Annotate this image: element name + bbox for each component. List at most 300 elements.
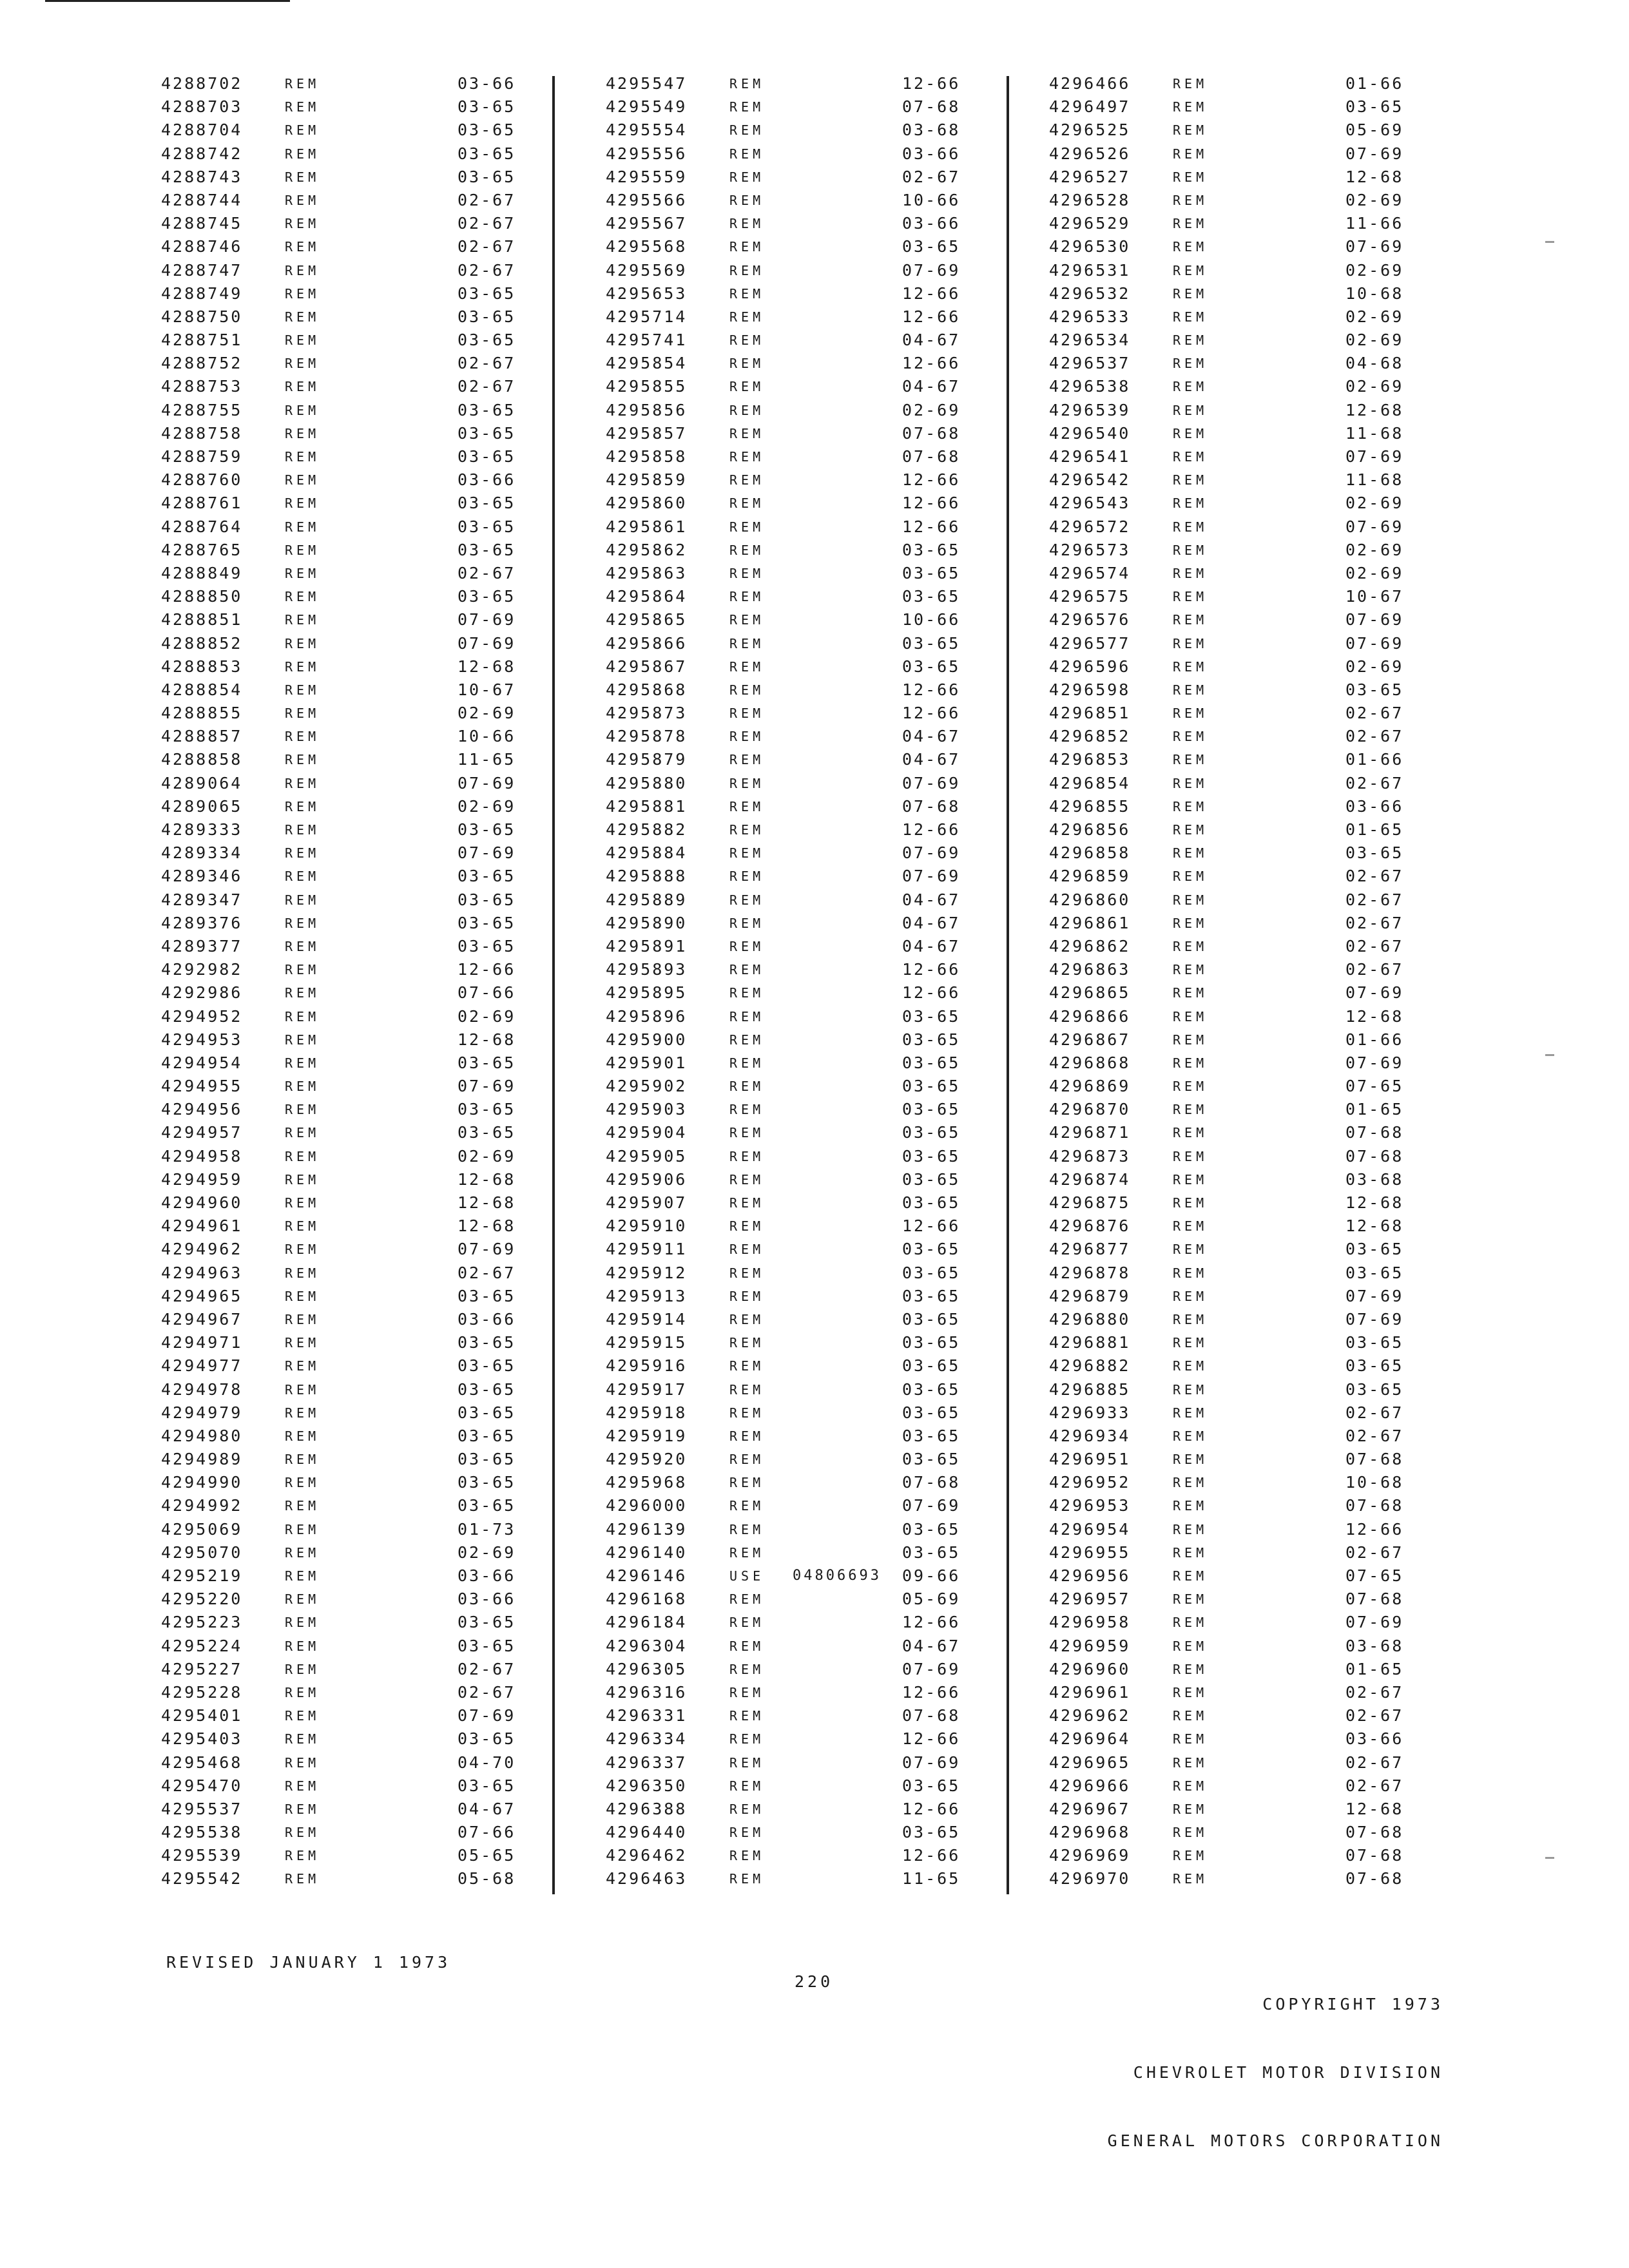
part-status: REM <box>1173 1452 1208 1468</box>
part-status: REM <box>1173 589 1208 605</box>
part-status: REM <box>1173 122 1208 139</box>
status-date: 03-65 <box>458 1053 516 1072</box>
part-status: REM <box>729 425 765 441</box>
part-status: REM <box>1173 1778 1208 1794</box>
part-status: REM <box>729 1708 765 1724</box>
part-number: 4296873 <box>1049 1146 1131 1166</box>
part-number: 4294959 <box>161 1169 243 1189</box>
part-status: REM <box>729 775 765 791</box>
part-status: REM <box>1173 1871 1208 1887</box>
part-status: REM <box>1173 1288 1208 1304</box>
part-status: REM <box>729 1008 765 1024</box>
status-date: 03-65 <box>902 1450 961 1469</box>
part-number: 4296350 <box>606 1776 688 1795</box>
part-number: 4294992 <box>161 1496 243 1515</box>
part-status: REM <box>285 239 320 255</box>
part-number: 4296970 <box>1049 1869 1131 1888</box>
part-status: REM <box>729 1102 765 1118</box>
part-number: 4295906 <box>606 1169 688 1189</box>
part-status: REM <box>285 1731 320 1747</box>
part-status: REM <box>729 146 765 162</box>
part-status: REM <box>729 1381 765 1398</box>
part-number: 4289346 <box>161 867 243 886</box>
part-number: 4296871 <box>1049 1123 1131 1142</box>
part-number: 4294961 <box>161 1216 243 1236</box>
part-number: 4288750 <box>161 307 243 326</box>
status-date: 02-67 <box>1345 1682 1404 1702</box>
status-date: 03-65 <box>902 587 961 606</box>
part-status: REM <box>729 1475 765 1491</box>
status-date: 03-65 <box>902 1077 961 1096</box>
part-status: REM <box>729 1498 765 1514</box>
status-date: 11-68 <box>1345 470 1404 490</box>
status-date: 02-69 <box>458 796 516 816</box>
part-status: REM <box>729 1638 765 1654</box>
part-number: 4296527 <box>1049 167 1131 186</box>
part-status: REM <box>285 798 320 814</box>
status-date: 03-65 <box>902 1263 961 1282</box>
part-number: 4288704 <box>161 120 243 140</box>
status-date: 12-66 <box>902 983 961 1003</box>
part-number: 4295868 <box>606 680 688 699</box>
part-number: 4296598 <box>1049 680 1131 699</box>
part-status: REM <box>285 99 320 115</box>
part-number: 4294989 <box>161 1450 243 1469</box>
status-date: 10-66 <box>902 610 961 629</box>
part-status: REM <box>285 775 320 791</box>
part-number: 4289334 <box>161 843 243 863</box>
status-date: 02-67 <box>458 377 516 396</box>
part-number: 4295401 <box>161 1706 243 1725</box>
part-number: 4296859 <box>1049 867 1131 886</box>
status-date: 02-67 <box>1345 960 1404 979</box>
status-date: 03-65 <box>458 494 516 513</box>
status-date: 03-65 <box>458 1636 516 1655</box>
part-status: USE <box>729 1568 765 1584</box>
part-number: 4295567 <box>606 214 688 233</box>
part-number: 4288852 <box>161 633 243 653</box>
part-number: 4288850 <box>161 587 243 606</box>
part-number: 4296863 <box>1049 960 1131 979</box>
part-number: 4296572 <box>1049 517 1131 536</box>
part-number: 4295913 <box>606 1286 688 1305</box>
margin-tick <box>1545 1054 1554 1056</box>
part-status: REM <box>729 1591 765 1608</box>
part-number: 4295968 <box>606 1473 688 1492</box>
status-date: 02-67 <box>458 190 516 209</box>
status-date: 01-73 <box>458 1519 516 1539</box>
part-status: REM <box>1173 1615 1208 1631</box>
status-date: 03-65 <box>458 331 516 350</box>
status-date: 12-66 <box>902 1613 961 1632</box>
status-date: 03-65 <box>902 1169 961 1189</box>
status-date: 12-68 <box>458 1216 516 1236</box>
part-status: REM <box>1173 379 1208 395</box>
status-date: 03-66 <box>458 1309 516 1329</box>
status-date: 03-65 <box>1345 1240 1404 1259</box>
part-number: 4288755 <box>161 400 243 419</box>
status-date: 03-65 <box>458 1473 516 1492</box>
part-number: 4295904 <box>606 1123 688 1142</box>
part-number: 4294967 <box>161 1309 243 1329</box>
status-date: 12-66 <box>902 1846 961 1865</box>
status-date: 03-68 <box>1345 1169 1404 1189</box>
part-status: REM <box>1173 1825 1208 1841</box>
part-number: 4295915 <box>606 1333 688 1352</box>
part-status: REM <box>1173 1661 1208 1677</box>
part-status: REM <box>729 729 765 745</box>
part-status: REM <box>1173 1218 1208 1235</box>
part-status: REM <box>729 938 765 954</box>
status-date: 03-65 <box>458 890 516 909</box>
status-date: 04-70 <box>458 1753 516 1772</box>
status-date: 07-69 <box>1345 1309 1404 1329</box>
part-status: REM <box>1173 1125 1208 1141</box>
status-date: 07-69 <box>458 773 516 793</box>
part-number: 4295889 <box>606 890 688 909</box>
part-status: REM <box>1173 1498 1208 1514</box>
part-number: 4296146 <box>606 1566 688 1585</box>
status-date: 12-68 <box>1345 167 1404 186</box>
part-status: REM <box>729 192 765 208</box>
part-status: REM <box>729 169 765 185</box>
part-number: 4296960 <box>1049 1659 1131 1678</box>
status-date: 12-66 <box>902 1216 961 1236</box>
part-status: REM <box>1173 1381 1208 1398</box>
status-date: 02-67 <box>458 1659 516 1678</box>
part-number: 4288851 <box>161 610 243 629</box>
status-date: 03-65 <box>1345 1356 1404 1376</box>
part-status: REM <box>729 1265 765 1281</box>
part-status: REM <box>729 285 765 302</box>
part-status: REM <box>1173 262 1208 278</box>
part-status: REM <box>285 356 320 372</box>
status-date: 07-69 <box>1345 983 1404 1003</box>
part-number: 4296966 <box>1049 1776 1131 1795</box>
part-number: 4296577 <box>1049 633 1131 653</box>
part-status: REM <box>729 1405 765 1421</box>
part-number: 4295882 <box>606 820 688 839</box>
part-status: REM <box>729 565 765 581</box>
part-number: 4295863 <box>606 563 688 582</box>
status-date: 02-67 <box>458 354 516 373</box>
part-number: 4294978 <box>161 1379 243 1399</box>
status-date: 04-67 <box>902 890 961 909</box>
status-date: 03-65 <box>902 1006 961 1026</box>
status-date: 03-65 <box>458 1379 516 1399</box>
part-number: 4289333 <box>161 820 243 839</box>
part-number: 4296337 <box>606 1753 688 1772</box>
part-status: REM <box>285 985 320 1001</box>
part-number: 4288751 <box>161 331 243 350</box>
part-number: 4296855 <box>1049 796 1131 816</box>
status-date: 07-65 <box>1345 1077 1404 1096</box>
part-status: REM <box>1173 1102 1208 1118</box>
status-date: 03-65 <box>1345 680 1404 699</box>
part-number: 4288747 <box>161 260 243 280</box>
part-status: REM <box>729 1335 765 1351</box>
status-date: 01-66 <box>1345 74 1404 93</box>
copyright-line: CHEVROLET MOTOR DIVISION <box>1133 2063 1443 2082</box>
status-date: 07-66 <box>458 983 516 1003</box>
status-date: 12-68 <box>458 1193 516 1212</box>
part-status: REM <box>729 1125 765 1141</box>
status-date: 01-66 <box>1345 750 1404 769</box>
part-status: REM <box>285 915 320 931</box>
part-number: 4294963 <box>161 1263 243 1282</box>
part-status: REM <box>729 589 765 605</box>
part-status: REM <box>285 682 320 698</box>
part-status: REM <box>1173 845 1208 861</box>
status-date: 07-68 <box>902 423 961 443</box>
status-date: 03-66 <box>458 470 516 490</box>
status-date: 02-67 <box>1345 936 1404 956</box>
status-date: 12-68 <box>1345 400 1404 419</box>
part-number: 4295864 <box>606 587 688 606</box>
part-status: REM <box>285 635 320 651</box>
part-number: 4296881 <box>1049 1333 1131 1352</box>
part-status: REM <box>1173 752 1208 768</box>
part-status: REM <box>285 1125 320 1141</box>
part-number: 4288742 <box>161 144 243 163</box>
status-date: 11-66 <box>1345 214 1404 233</box>
part-status: REM <box>1173 332 1208 349</box>
part-number: 4295468 <box>161 1753 243 1772</box>
part-number: 4296463 <box>606 1869 688 1888</box>
status-date: 03-65 <box>458 1333 516 1352</box>
status-date: 02-67 <box>1345 1706 1404 1725</box>
part-number: 4294990 <box>161 1473 243 1492</box>
part-number: 4295227 <box>161 1659 243 1678</box>
part-status: REM <box>285 1615 320 1631</box>
status-date: 03-65 <box>902 1240 961 1259</box>
status-date: 03-66 <box>1345 796 1404 816</box>
part-status: REM <box>729 752 765 768</box>
part-status: REM <box>285 1288 320 1304</box>
part-number: 4296952 <box>1049 1473 1131 1492</box>
part-number: 4295901 <box>606 1053 688 1072</box>
status-date: 07-69 <box>1345 610 1404 629</box>
part-number: 4289347 <box>161 890 243 909</box>
part-number: 4289064 <box>161 773 243 793</box>
part-status: REM <box>729 449 765 465</box>
part-status: REM <box>285 1335 320 1351</box>
part-number: 4296862 <box>1049 936 1131 956</box>
status-date: 02-67 <box>458 1263 516 1282</box>
status-date: 03-65 <box>458 1450 516 1469</box>
status-date: 03-66 <box>902 144 961 163</box>
part-status: REM <box>285 425 320 441</box>
part-number: 4295900 <box>606 1030 688 1049</box>
status-date: 03-65 <box>458 867 516 886</box>
part-number: 4295859 <box>606 470 688 490</box>
status-date: 01-65 <box>1345 820 1404 839</box>
part-number: 4296316 <box>606 1682 688 1702</box>
status-date: 02-67 <box>458 563 516 582</box>
part-status: REM <box>285 122 320 139</box>
part-status: REM <box>729 1731 765 1747</box>
status-date: 02-67 <box>1345 1776 1404 1795</box>
part-status: REM <box>285 495 320 512</box>
status-date: 02-67 <box>1345 704 1404 723</box>
status-date: 03-65 <box>902 1403 961 1422</box>
part-number: 4296576 <box>1049 610 1131 629</box>
part-number: 4295912 <box>606 1263 688 1282</box>
status-date: 07-69 <box>902 1753 961 1772</box>
status-date: 03-65 <box>1345 1263 1404 1282</box>
status-date: 12-66 <box>902 1729 961 1749</box>
part-number: 4294955 <box>161 1077 243 1096</box>
status-date: 02-69 <box>1345 260 1404 280</box>
part-status: REM <box>1173 1591 1208 1608</box>
status-date: 07-66 <box>458 1823 516 1842</box>
status-date: 03-65 <box>458 120 516 140</box>
part-status: REM <box>1173 612 1208 628</box>
part-status: REM <box>285 822 320 838</box>
part-status: REM <box>729 658 765 675</box>
status-date: 03-65 <box>458 1356 516 1376</box>
part-status: REM <box>285 589 320 605</box>
part-status: REM <box>729 682 765 698</box>
part-status: REM <box>729 1195 765 1211</box>
part-status: REM <box>1173 775 1208 791</box>
part-number: 4296530 <box>1049 237 1131 256</box>
part-number: 4296573 <box>1049 540 1131 559</box>
part-status: REM <box>1173 1008 1208 1024</box>
part-number: 4296462 <box>606 1846 688 1865</box>
part-number: 4295910 <box>606 1216 688 1236</box>
part-number: 4295537 <box>161 1799 243 1818</box>
status-date: 07-69 <box>458 1706 516 1725</box>
status-date: 07-69 <box>902 1659 961 1678</box>
part-status: REM <box>1173 962 1208 978</box>
part-status: REM <box>1173 1684 1208 1700</box>
part-number: 4295403 <box>161 1729 243 1749</box>
part-number: 4295881 <box>606 796 688 816</box>
status-date: 12-68 <box>1345 1193 1404 1212</box>
part-number: 4288703 <box>161 97 243 117</box>
part-status: REM <box>729 1801 765 1817</box>
part-status: REM <box>285 472 320 488</box>
status-date: 04-68 <box>1345 354 1404 373</box>
status-date: 03-65 <box>458 447 516 466</box>
part-number: 4295542 <box>161 1869 243 1888</box>
status-date: 03-65 <box>458 1776 516 1795</box>
part-status: REM <box>285 1358 320 1374</box>
status-date: 12-66 <box>902 284 961 303</box>
part-status: REM <box>1173 1242 1208 1258</box>
part-status: REM <box>285 1521 320 1537</box>
part-status: REM <box>729 845 765 861</box>
part-number: 4295866 <box>606 633 688 653</box>
status-date: 02-69 <box>1345 657 1404 676</box>
status-date: 07-68 <box>1345 1496 1404 1515</box>
status-date: 03-65 <box>902 657 961 676</box>
part-status: REM <box>1173 892 1208 908</box>
part-status: REM <box>729 495 765 512</box>
part-status: REM <box>729 309 765 325</box>
part-status: REM <box>729 1661 765 1677</box>
part-status: REM <box>729 1428 765 1444</box>
part-status: REM <box>729 612 765 628</box>
part-status: REM <box>1173 1754 1208 1771</box>
status-date: 03-65 <box>458 400 516 419</box>
status-date: 02-67 <box>1345 890 1404 909</box>
part-number: 4296876 <box>1049 1216 1131 1236</box>
status-date: 02-67 <box>1345 913 1404 932</box>
part-status: REM <box>1173 192 1208 208</box>
part-status: REM <box>729 356 765 372</box>
status-date: 03-68 <box>1345 1636 1404 1655</box>
status-date: 07-69 <box>458 610 516 629</box>
status-date: 12-68 <box>458 657 516 676</box>
part-number: 4296440 <box>606 1823 688 1842</box>
part-status: REM <box>1173 682 1208 698</box>
part-status: REM <box>1173 635 1208 651</box>
part-number: 4295539 <box>161 1846 243 1865</box>
part-number: 4296529 <box>1049 214 1131 233</box>
part-status: REM <box>285 1405 320 1421</box>
part-status: REM <box>1173 1801 1208 1817</box>
part-status: REM <box>729 635 765 651</box>
part-status: REM <box>1173 1311 1208 1327</box>
status-date: 10-68 <box>1345 284 1404 303</box>
part-number: 4288758 <box>161 423 243 443</box>
part-status: REM <box>729 1311 765 1327</box>
status-date: 02-67 <box>1345 1426 1404 1445</box>
part-number: 4295905 <box>606 1146 688 1166</box>
status-date: 03-65 <box>458 307 516 326</box>
part-number: 4295893 <box>606 960 688 979</box>
part-number: 4296969 <box>1049 1846 1131 1865</box>
status-date: 03-65 <box>458 1403 516 1422</box>
part-status: REM <box>729 542 765 558</box>
part-number: 4294965 <box>161 1286 243 1305</box>
part-status: REM <box>729 1055 765 1071</box>
part-number: 4295888 <box>606 867 688 886</box>
status-date: 02-69 <box>1345 540 1404 559</box>
part-number: 4295873 <box>606 704 688 723</box>
part-number: 4296526 <box>1049 144 1131 163</box>
part-status: REM <box>285 1498 320 1514</box>
part-number: 4295224 <box>161 1636 243 1655</box>
part-status: REM <box>1173 706 1208 722</box>
part-number: 4288745 <box>161 214 243 233</box>
status-date: 04-67 <box>902 913 961 932</box>
status-date: 05-68 <box>458 1869 516 1888</box>
part-number: 4295860 <box>606 494 688 513</box>
part-number: 4295895 <box>606 983 688 1003</box>
part-number: 4296933 <box>1049 1403 1131 1422</box>
copyright-block <box>1070 1947 1443 2175</box>
part-number: 4294962 <box>161 1240 243 1259</box>
part-number: 4288855 <box>161 704 243 723</box>
part-status: REM <box>285 449 320 465</box>
part-number: 4295538 <box>161 1823 243 1842</box>
part-number: 4295856 <box>606 400 688 419</box>
status-date: 03-65 <box>458 1286 516 1305</box>
status-date: 12-68 <box>458 1030 516 1049</box>
part-status: REM <box>285 1428 320 1444</box>
status-date: 03-65 <box>902 1309 961 1329</box>
status-date: 07-65 <box>1345 1566 1404 1585</box>
part-number: 4296540 <box>1049 423 1131 443</box>
status-date: 03-65 <box>458 1100 516 1119</box>
part-number: 4296140 <box>606 1542 688 1562</box>
part-status: REM <box>285 869 320 885</box>
status-date: 02-67 <box>1345 727 1404 746</box>
status-date: 12-66 <box>902 354 961 373</box>
